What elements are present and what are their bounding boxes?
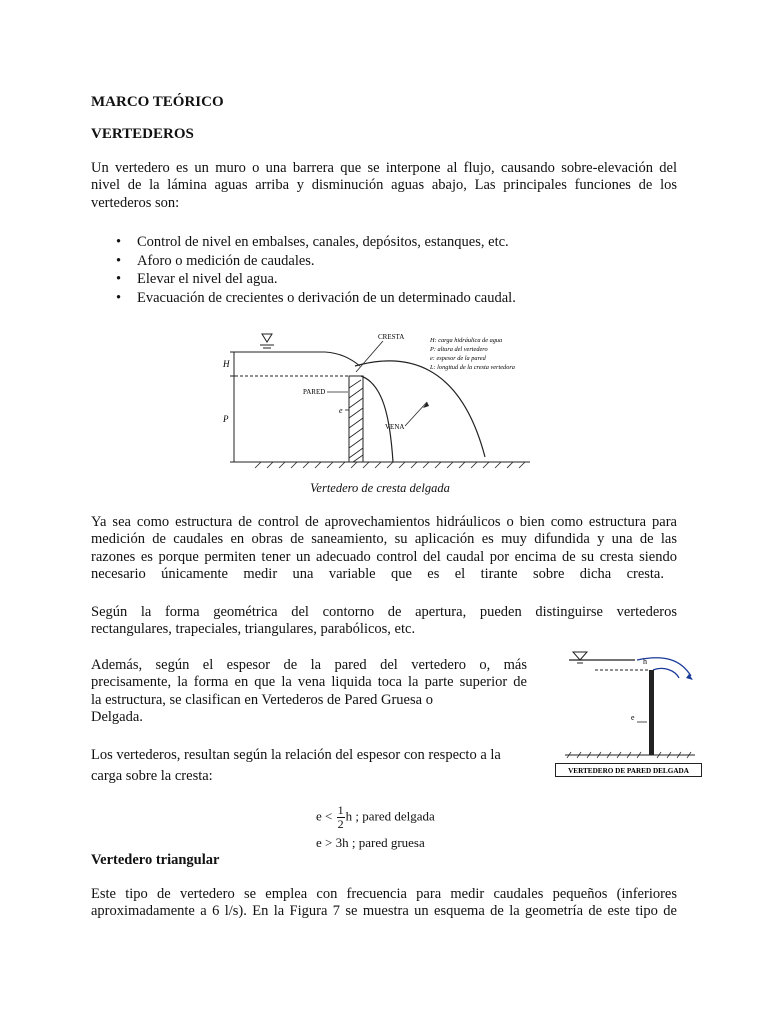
bullet-icon: • [116, 271, 122, 287]
subheading: Vertedero triangular [91, 852, 220, 868]
text-line: Según la forma geométrica del contorno de apertura, pueden distinguirse vertederos [91, 604, 677, 620]
list-item-text: Aforo o medición de caudales. [137, 252, 315, 269]
text-line: medición de caudales en obras de saneamiento, su aplicación es muy difundida y una de las [91, 531, 677, 548]
nappe-lower [361, 376, 393, 462]
weir-wall [649, 670, 654, 755]
intro-paragraph [91, 160, 677, 212]
paragraph [91, 657, 527, 727]
text-line: razones es porque permiten tener un adecuado control del caudal por encima de su cresta siendo [91, 548, 677, 565]
legend-entry: e: espesor de la pared [430, 355, 486, 362]
legend-entry: L: longitud de la cresta vertedora [430, 364, 515, 371]
formula [316, 804, 435, 851]
paragraph [91, 604, 677, 639]
text-line: Un vertedero es un muro o una barrera que se interpone al flujo, causando sobre-elevación del [91, 160, 677, 176]
bullet-icon: • [116, 252, 122, 269]
formula-suffix: h ; pared delgada [345, 808, 435, 824]
list-item [91, 270, 651, 289]
text-line: la estructura, se clasifican en Vertederos de Pared Gruesa o [91, 691, 433, 708]
text-line: precisamente, la forma en que la vena liquida toca la parte superior de [91, 674, 527, 691]
list-item-text: Elevar el nivel del agua. [137, 271, 278, 287]
figure-caption: Vertedero de cresta delgada [310, 481, 450, 495]
text-line: rectangulares, trapeciales, triangulares, parabólicos, etc. [91, 621, 416, 638]
text-line: nivel de la lámina aguas arriba y disminución aguas abajo, Las principales funciones de los [91, 177, 677, 194]
bullet-icon: • [116, 234, 122, 250]
sharp-crested-weir-diagram [215, 322, 545, 482]
section-heading: VERTEDEROS [91, 126, 194, 142]
label-cresta: CRESTA [378, 333, 405, 341]
list-item [91, 289, 651, 308]
figure-legend [429, 337, 515, 371]
ground-hatching [255, 462, 525, 468]
label-h: h [643, 657, 647, 666]
flow-arrow-icon [686, 674, 693, 680]
nappe-lower [653, 668, 679, 678]
label-e: e [339, 406, 343, 415]
text-line: aproximadamente a 6 l/s). En la Figura 7 se muestra un esquema de la geometría de este tipo de [91, 903, 677, 920]
text-line: Además, según el espesor de la pared del vertedero o, más [91, 657, 527, 673]
label-vena: VENA [385, 423, 405, 431]
paragraph [91, 745, 527, 787]
water-level-icon [260, 334, 274, 348]
list-item-text: Evacuación de crecientes o derivación de un determinado caudal. [137, 289, 516, 306]
page-title: MARCO TEÓRICO [91, 94, 224, 110]
figure-caption: VERTEDERO DE PARED DELGADA [568, 767, 689, 775]
fraction-numerator: 1 [337, 803, 344, 817]
fraction [337, 804, 345, 831]
thin-wall-weir-diagram [555, 646, 703, 778]
text-line: necesario únicamente medir una variable que es el tirante sobre dicha cresta. [91, 566, 664, 583]
water-level-icon [573, 652, 587, 660]
label-e: e [631, 713, 635, 722]
label-pared: PARED [303, 388, 326, 396]
list-item-text: Control de nivel en embalses, canales, depósitos, estanques, etc. [137, 234, 509, 250]
paragraph [91, 514, 677, 584]
paragraph [91, 886, 677, 921]
formula-prefix: e < [316, 808, 333, 824]
text-line: vertederos son: [91, 194, 180, 211]
legend-entry: H: carga hidráulica de agua [430, 337, 503, 344]
text-line: Delgada. [91, 709, 143, 726]
list-item [91, 233, 651, 252]
label-h: H [223, 359, 230, 369]
formula-row-thick: e > 3h ; pared gruesa [316, 835, 425, 850]
formula-row-thin [316, 804, 435, 831]
text-line: Los vertederos, resultan según la relación del espesor con respecto a la [91, 747, 501, 763]
text-line: Ya sea como estructura de control de aprovechamientos hidráulicos o bien como estructura para [91, 514, 677, 530]
label-p: P [223, 414, 229, 424]
list-item [91, 252, 651, 271]
fraction-denominator: 2 [337, 817, 344, 831]
functions-list [91, 233, 651, 307]
text-line: Este tipo de vertedero se emplea con frecuencia para medir caudales pequeños (inferiores [91, 886, 677, 902]
nappe-upper [355, 361, 485, 457]
legend-entry: P: altura del vertedero [430, 346, 488, 353]
bullet-icon: • [116, 289, 122, 306]
text-line: carga sobre la cresta: [91, 768, 213, 784]
